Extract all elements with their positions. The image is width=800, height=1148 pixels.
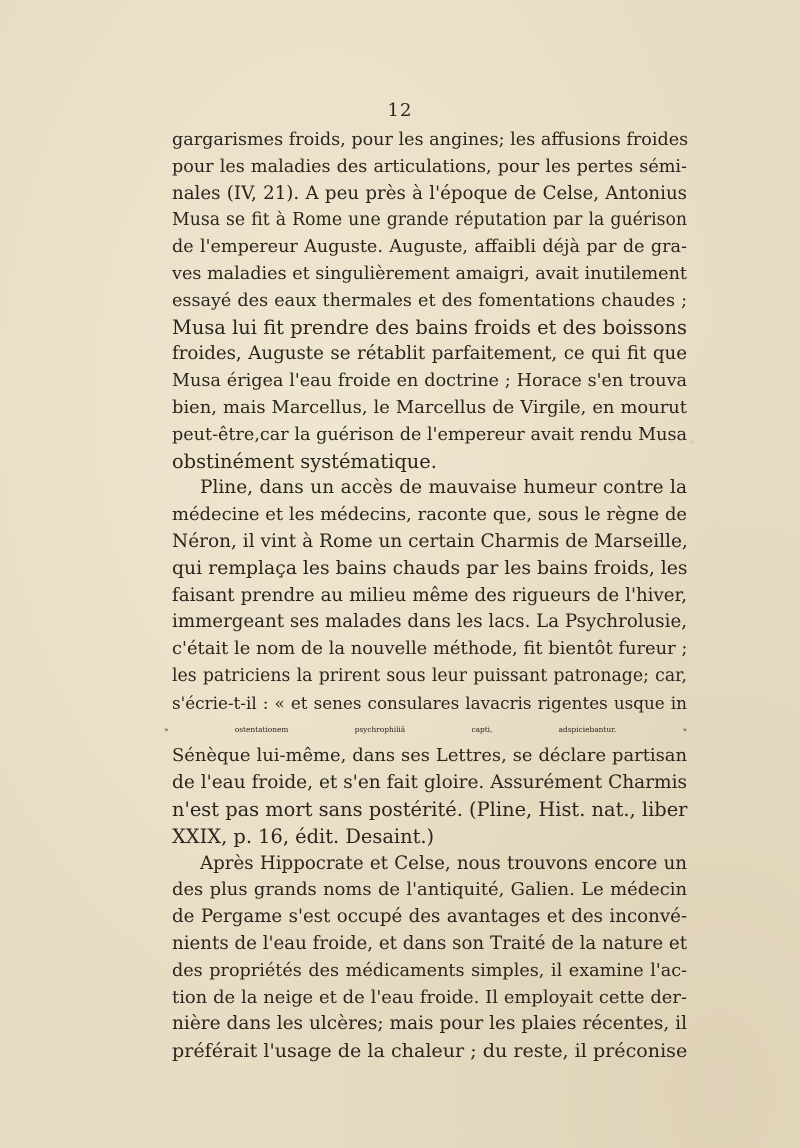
text-line: médecine et les médecins, raconte que, sous le règne de bbox=[172, 504, 687, 526]
text-line: nients de l'eau froide, et dans son Traité de la nature et bbox=[172, 932, 687, 954]
paragraph-start-line: Après Hippocrate et Celse, nous trouvons encore un bbox=[200, 852, 687, 874]
text-line: des plus grands noms de l'antiquité, Galien. Le médecin bbox=[172, 879, 687, 901]
text-line: Néron, il vint à Rome un certain Charmis de Marseille, bbox=[172, 530, 688, 552]
text-line: gargarismes froids, pour les angines; les affusions froides bbox=[172, 130, 689, 150]
text-line: de Pergame s'est occupé des avantages et des inconvé- bbox=[172, 906, 687, 928]
text-line: les patriciens la prirent sous leur puissant patronage; car, bbox=[172, 665, 687, 686]
text-line: tion de la neige et de l'eau froide. Il employait cette der- bbox=[172, 986, 687, 1008]
text-line: bien, mais Marcellus, le Marcellus de Virgile, en mourut bbox=[172, 396, 687, 418]
text-line: peut-être,car la guérison de l'empereur avait rendu Musa bbox=[172, 424, 687, 445]
text-line: Musa lui fit prendre des bains froids et des boissons bbox=[172, 315, 687, 339]
text-line: essayé des eaux thermales et des fomentations chaudes ; bbox=[172, 290, 687, 311]
text-line: de l'empereur Auguste. Auguste, affaibli déjà par de gra- bbox=[172, 237, 687, 258]
text-line: ves maladies et singulièrement amaigri, avait inutilement bbox=[172, 263, 687, 284]
text-line: Sénèque lui-même, dans ses Lettres, se déclare partisan bbox=[172, 745, 687, 767]
paper-stain bbox=[690, 440, 694, 444]
text-line: n'est pas mort sans postérité. (Pline, Hist. nat., liber bbox=[172, 797, 688, 821]
paragraph-start-line: Pline, dans un accès de mauvaise humeur contre la bbox=[200, 477, 687, 499]
text-line: de l'eau froide, et s'en fait gloire. Assurément Charmis bbox=[172, 772, 687, 794]
text-line: nales (IV, 21). A peu près à l'époque de Celse, Antonius bbox=[172, 182, 687, 204]
text-line: préférait l'usage de la chaleur ; du reste, il préconise bbox=[172, 1039, 688, 1063]
text-line: qui remplaça les bains chauds par les bains froids, les bbox=[172, 557, 688, 579]
paragraph-end-line: obstinément systématique. bbox=[172, 449, 437, 473]
text-line: Musa se fit à Rome une grande réputation par la guérison bbox=[172, 210, 687, 231]
paragraph-end-line: XXIX, p. 16, édit. Desaint.) bbox=[172, 824, 435, 848]
page-number: 12 bbox=[387, 100, 413, 121]
text-line: froides, Auguste se rétablit parfaitement, ce qui fit que bbox=[172, 343, 687, 365]
text-line: pour les maladies des articulations, pour les pertes sémi- bbox=[172, 156, 687, 177]
text-line: des propriétés des médicaments simples, il examine l'ac- bbox=[172, 960, 687, 981]
text-line: s'écrie-t-il : « et senes consulares lavacris rigentes usque in bbox=[172, 692, 687, 713]
text-line: c'était le nom de la nouvelle méthode, fit bientôt fureur ; bbox=[172, 638, 688, 660]
text-line: immergeant ses malades dans les lacs. La Psychrolusie, bbox=[172, 611, 687, 633]
text-line: » ostentationem psychrophiliâ capti, adspiciebantur. » bbox=[164, 724, 687, 734]
text-line: Musa érigea l'eau froide en doctrine ; Horace s'en trouva bbox=[172, 371, 687, 392]
text-line: faisant prendre au milieu même des rigueurs de l'hiver, bbox=[172, 584, 687, 606]
body-text bbox=[164, 127, 689, 1065]
text-line: nière dans les ulcères; mais pour les plaies récentes, il bbox=[172, 1013, 687, 1035]
